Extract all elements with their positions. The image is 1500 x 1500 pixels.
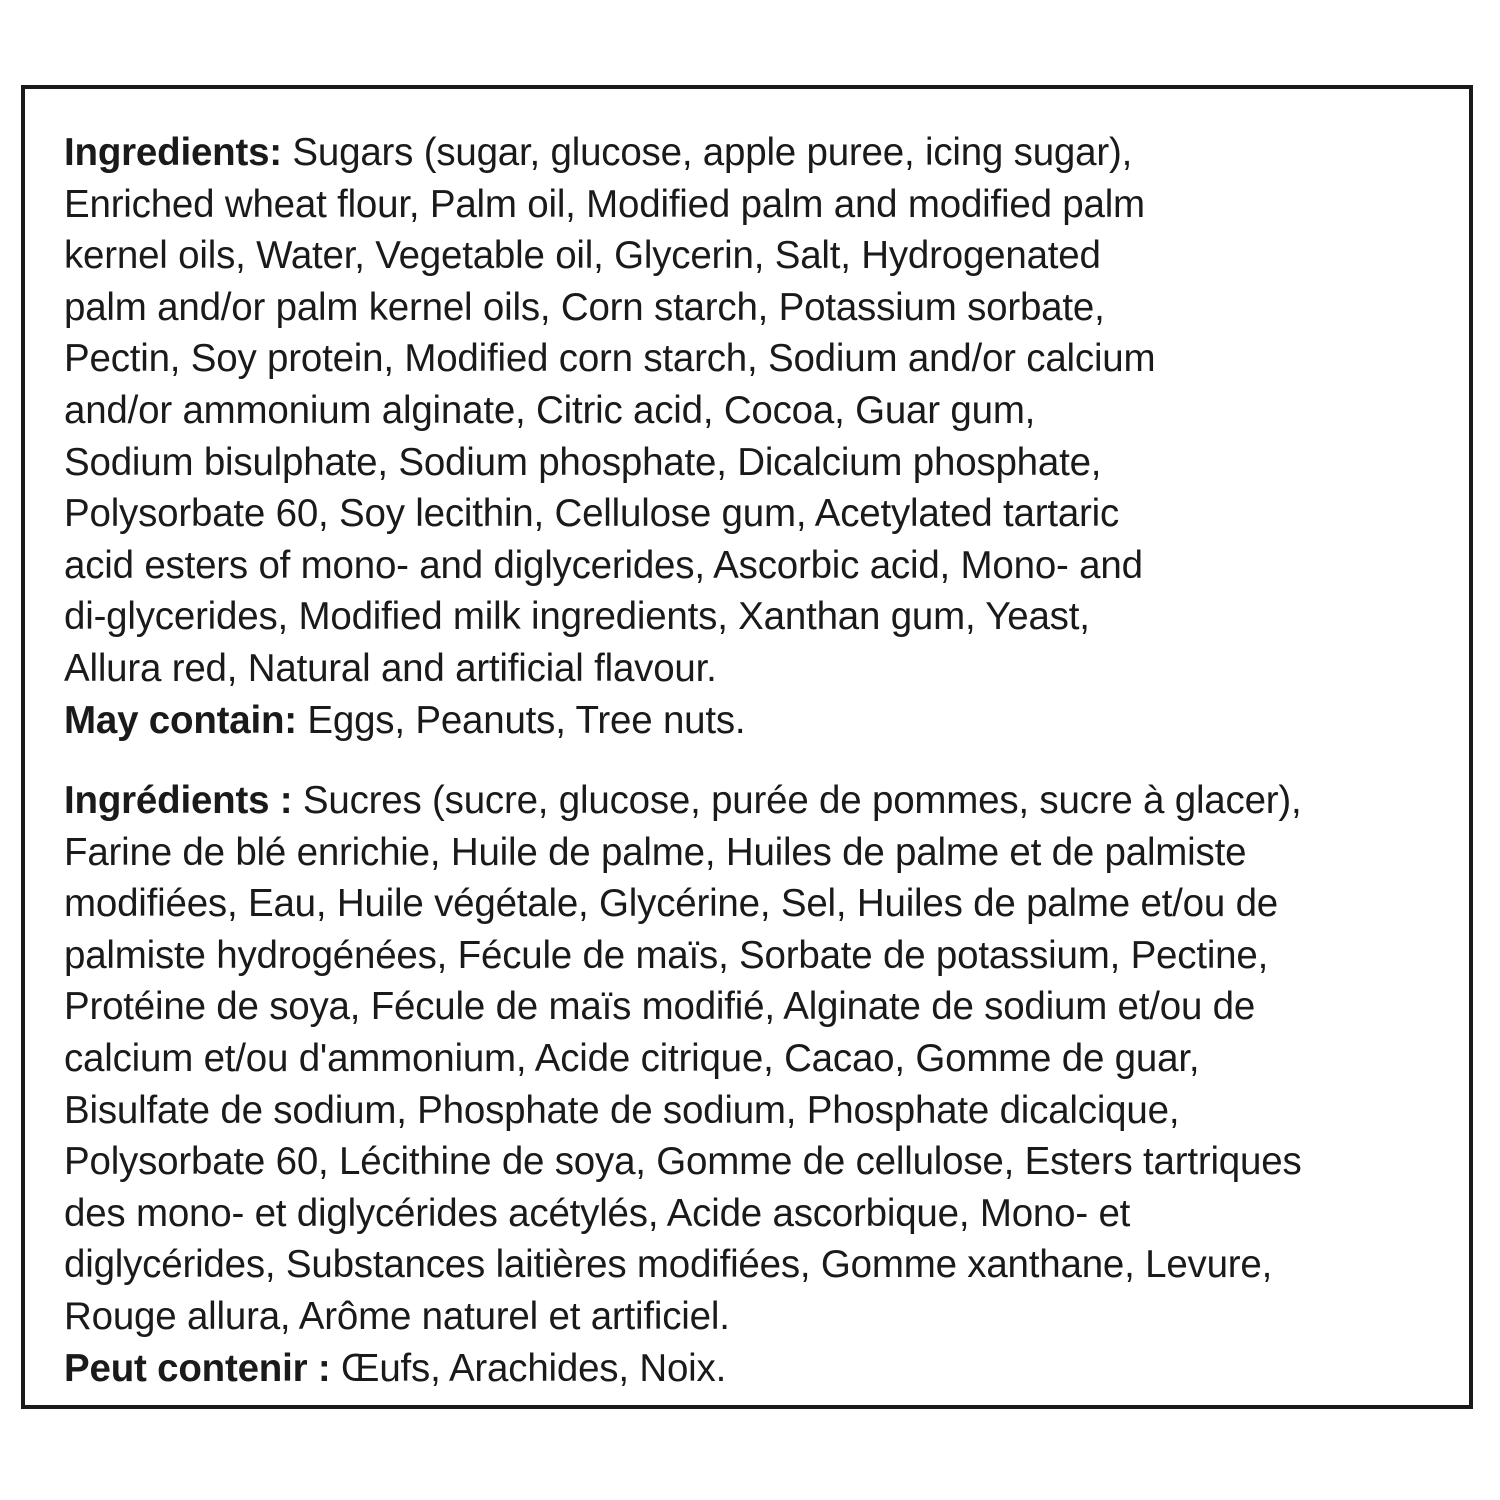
- ingredients-line: Protéine de soya, Fécule de maïs modifié, Alginate de sodium et/ou de: [64, 985, 1256, 1029]
- may-contain-text: Œufs, Arachides, Noix.: [330, 1346, 727, 1390]
- ingredients-line: des mono- et diglycérides acétylés, Acide ascorbique, Mono- et: [64, 1191, 1131, 1235]
- ingredients-line: and/or ammonium alginate, Citric acid, Cocoa, Guar gum,: [64, 388, 1036, 432]
- ingredients-line: Polysorbate 60, Soy lecithin, Cellulose gum, Acetylated tartaric: [64, 492, 1120, 536]
- ingredients-line: Allura red, Natural and artificial flavour.: [64, 646, 717, 690]
- ingredients-line: Pectin, Soy protein, Modified corn starch, Sodium and/or calcium: [64, 337, 1156, 381]
- ingredients-line: acid esters of mono- and diglycerides, Ascorbic acid, Mono- and: [64, 543, 1143, 587]
- french-ingredients-block: [64, 775, 1444, 1394]
- may-contain-heading: Peut contenir :: [64, 1346, 331, 1390]
- ingredients-line: di-glycerides, Modified milk ingredients, Xanthan gum, Yeast,: [64, 595, 1090, 639]
- ingredients-line: Rouge allura, Arôme naturel et artificiel.: [64, 1294, 730, 1338]
- may-contain-heading: May contain:: [64, 698, 297, 742]
- may-contain-line: [64, 1343, 1444, 1395]
- ingredients-heading: Ingredients:: [64, 131, 282, 174]
- ingredients-heading: Ingrédients :: [64, 779, 293, 822]
- ingredients-line: diglycérides, Substances laitières modifiées, Gomme xanthane, Levure,: [64, 1243, 1273, 1287]
- ingredients-line: [64, 127, 1444, 179]
- ingredients-line: Bisulfate de sodium, Phosphate de sodium, Phosphate dicalcique,: [64, 1088, 1180, 1132]
- ingredients-text: Sugars (sugar, glucose, apple puree, icing sugar),: [281, 131, 1133, 174]
- ingredients-line: Enriched wheat flour, Palm oil, Modified palm and modified palm: [64, 182, 1145, 226]
- may-contain-line: [64, 695, 1444, 747]
- ingredients-line: calcium et/ou d'ammonium, Acide citrique, Cacao, Gomme de guar,: [64, 1036, 1200, 1080]
- ingredients-line: palm and/or palm kernel oils, Corn starch, Potassium sorbate,: [64, 285, 1105, 329]
- ingredients-line: kernel oils, Water, Vegetable oil, Glycerin, Salt, Hydrogenated: [64, 234, 1101, 278]
- ingredients-line: Farine de blé enrichie, Huile de palme, Huiles de palme et de palmiste: [64, 830, 1247, 874]
- english-ingredients-block: [64, 127, 1444, 746]
- ingredients-line: modifiées, Eau, Huile végétale, Glycérine, Sel, Huiles de palme et/ou de: [64, 882, 1278, 926]
- ingredients-text: Sucres (sucre, glucose, purée de pommes, sucre à glacer),: [292, 779, 1302, 822]
- ingredients-label-box: [21, 85, 1473, 1409]
- may-contain-text: Eggs, Peanuts, Tree nuts.: [296, 698, 746, 742]
- ingredients-line: palmiste hydrogénées, Fécule de maïs, Sorbate de potassium, Pectine,: [64, 933, 1269, 977]
- ingredients-line: [64, 775, 1444, 827]
- ingredients-line: Sodium bisulphate, Sodium phosphate, Dicalcium phosphate,: [64, 440, 1102, 484]
- ingredients-line: Polysorbate 60, Lécithine de soya, Gomme de cellulose, Esters tartriques: [64, 1140, 1302, 1184]
